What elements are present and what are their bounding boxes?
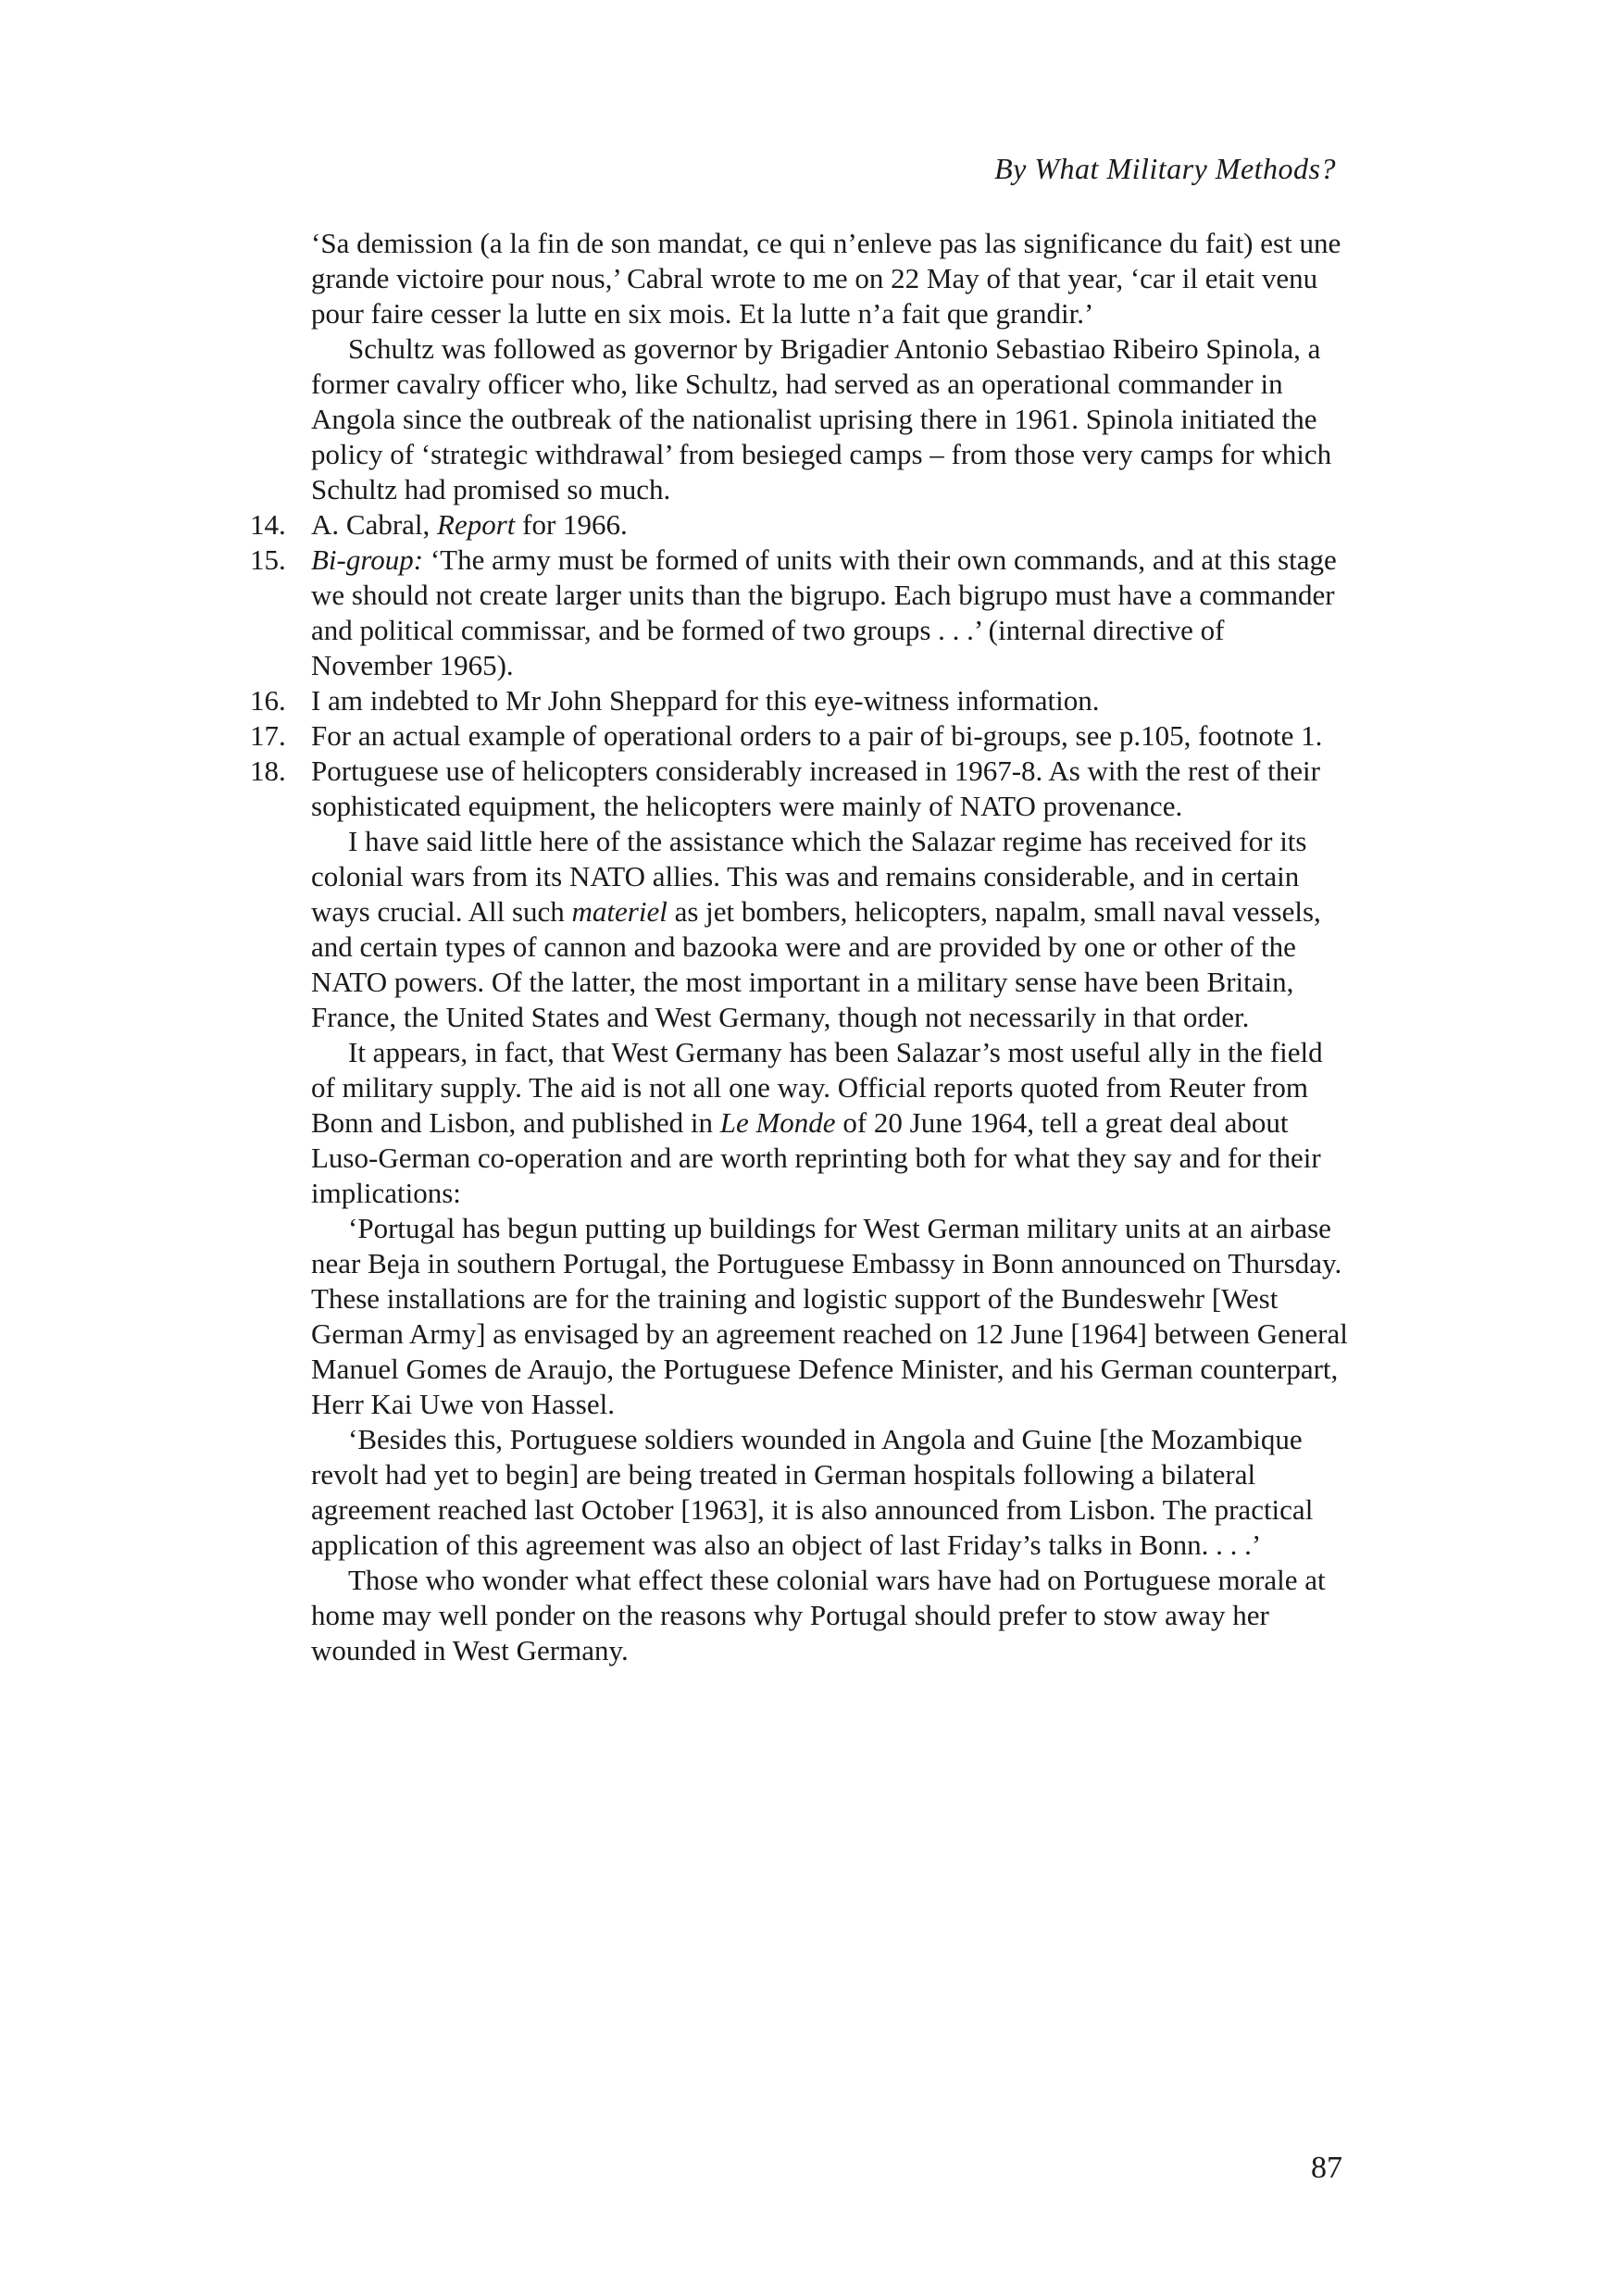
quotation-paragraph-1: ‘Portugal has begun putting up buildings for West German military units at an airbase near Beja in southern Portugal, the Portuguese Embassy in Bonn announced on Thursday. These installations are for the training and logistic support of the Bundeswehr [West German Army] as envisaged by an agreement reached on 12 June [1964] between General Manuel Gomes de Araujo, the Portuguese Defence Minister, and his German counterpart, Herr Kai Uwe von Hassel. (311, 1212, 1348, 1420)
note-text: ‘The army must be formed of units with their own commands, and at this stage we should not create larger units than the bigrupo. Each bigrupo must have a commander and political commissar, and be formed of two groups . . .’ (internal directive of November 1965). (311, 543, 1337, 681)
note-14 (250, 507, 1352, 543)
page-body (250, 226, 1352, 1668)
italic-term: materiel (571, 895, 668, 928)
note-italic-title: Report (437, 508, 516, 541)
note-number: 16. (250, 684, 286, 717)
paragraph-text: I have said little here of the assistance which the Salazar regime has received for its colonial wars from its NATO allies. This was and remains considerable, and in certain ways crucial. All such (311, 825, 1307, 928)
note-17 (250, 718, 1352, 754)
italic-publication: Le Monde (719, 1106, 836, 1139)
note-18-paragraph-2 (250, 1035, 1352, 1211)
note-number: 15. (250, 543, 286, 576)
note-15 (250, 543, 1352, 683)
note-16 (250, 683, 1352, 718)
continuation-paragraph-2: Schultz was followed as governor by Brigadier Antonio Sebastiao Ribeiro Spinola, a former cavalry officer who, like Schultz, had served as an operational commander in Angola since the outbreak of the nationalist uprising there in 1961. Spinola initiated the policy of ‘strategic withdrawal’ from besieged camps – from those very camps for which Schultz had promised so much. (311, 332, 1332, 505)
note-text: Portuguese use of helicopters considerably increased in 1967-8. As with the rest of their sophisticated equipment, the helicopters were mainly of NATO provenance. (311, 755, 1320, 822)
quotation-paragraph-2: ‘Besides this, Portuguese soldiers wounded in Angola and Guine [the Mozambique revolt had yet to begin] are being treated in German hospitals following a bilateral agreement reached last October [1963], it is also announced from Lisbon. The practical application of this agreement was also an object of last Friday’s talks in Bonn. . . .’ (311, 1423, 1314, 1561)
continuation-paragraph-1: ‘Sa demission (a la fin de son mandat, ce qui n’enleve pas las significance du fait) est une grande victoire pour nous,’ Cabral wrote to me on 22 May of that year, ‘car il etait venu pour faire cesser la lutte en six mois. Et la lutte n’a fait que grandir.’ (311, 227, 1341, 330)
note-number: 18. (250, 755, 286, 787)
paragraph-text: It appears, in fact, that West Germany has been Salazar’s most useful ally in the field of military supply. The aid is not all one way. Official reports quoted from Reuter from Bonn and Lisbon, and published in (311, 1036, 1323, 1139)
paragraph-text: of 20 June 1964, tell a great deal about Luso-German co-operation and are worth reprinting both for what they say and for their implications: (311, 1106, 1321, 1209)
note-text: I am indebted to Mr John Sheppard for this eye-witness information. (311, 684, 1100, 717)
note-18-paragraph-1 (250, 824, 1352, 1035)
note-number: 17. (250, 719, 286, 752)
closing-paragraph: Those who wonder what effect these colonial wars have had on Portuguese morale at home may well ponder on the reasons why Portugal should prefer to stow away her wounded in West Germany. (311, 1564, 1326, 1666)
page-number: 87 (1311, 2151, 1342, 2185)
note-italic-term: Bi-group: (311, 543, 424, 576)
running-head: By What Military Methods? (994, 152, 1336, 185)
note-text: For an actual example of operational orders to a pair of bi-groups, see p.105, footnote 1. (311, 719, 1323, 752)
note-text: for 1966. (515, 508, 628, 541)
note-number: 14. (250, 508, 286, 541)
paragraph-text: as jet bombers, helicopters, napalm, small naval vessels, and certain types of cannon and bazooka were and are provided by one or other of the NATO powers. Of the latter, the most important in a military sense have been Britain, France, the United States and West Germany, though not necessarily in that order. (311, 895, 1321, 1033)
note-18 (250, 754, 1352, 824)
note-text: A. Cabral, (311, 508, 438, 541)
